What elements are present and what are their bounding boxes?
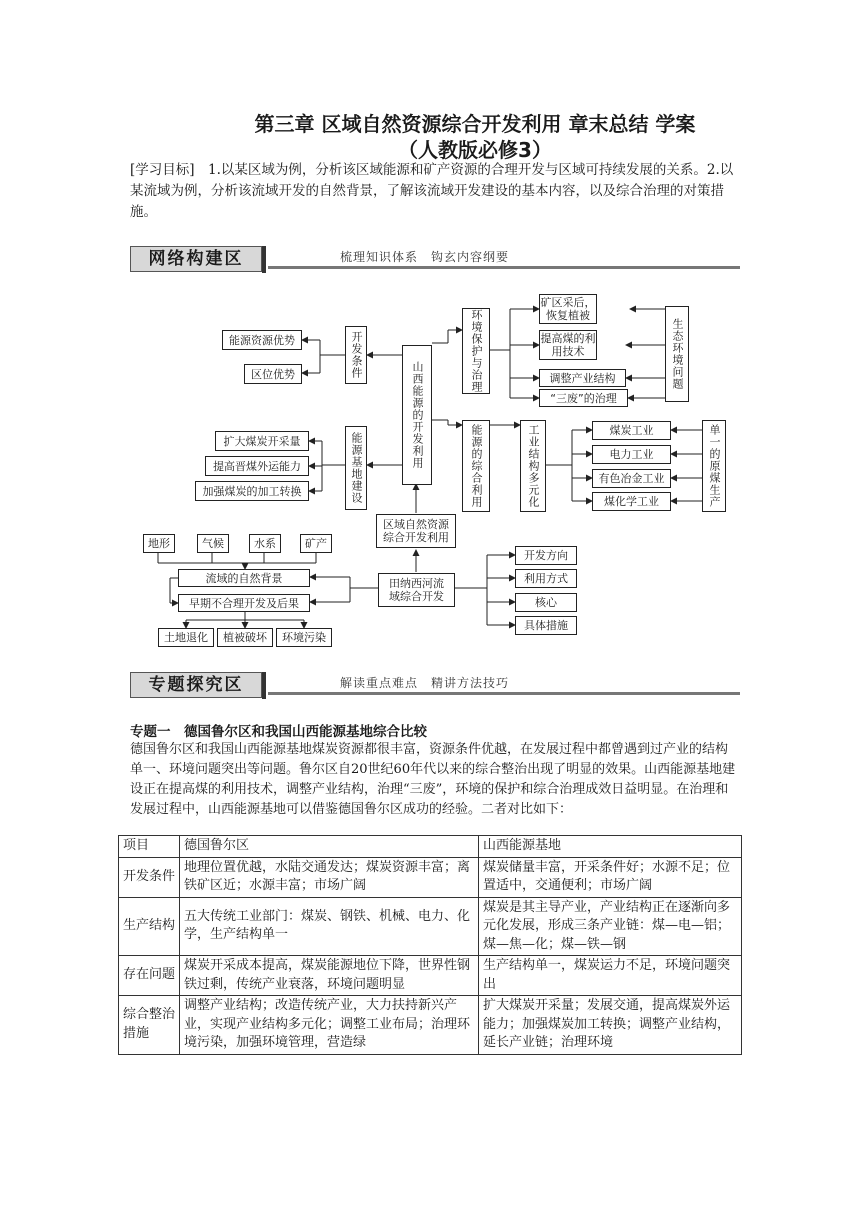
table-cell: 生产结构: [119, 897, 180, 956]
box-nonferrous: 有色冶金工业: [592, 469, 671, 488]
table-cell: 五大传统工业部门：煤炭、钢铁、机械、电力、化学，生产结构单一: [180, 897, 479, 956]
box-dev-direction: 开发方向: [515, 546, 577, 565]
table-cell: 扩大煤炭开采量；发展交通，提高煤炭外运能力；加强煤炭加工转换；调整产业结构，延长产业链；治理环境: [479, 996, 742, 1055]
box-hydrology: 水系: [249, 534, 281, 553]
box-dev-conditions: 开发条件: [345, 326, 367, 384]
table-cell: 煤炭是其主导产业，产业结构正在逐渐向多元化发展，形成三条产业链：煤—电—铝；煤—焦—化；煤—铁—钢: [479, 897, 742, 956]
table-cell: 调整产业结构；改造传统产业，大力扶持新兴产业，实现产业结构多元化；调整工业布局；治理环境污染，加强环境管理，营造绿: [180, 996, 479, 1055]
box-single-coal: 单一的原煤生产: [702, 420, 726, 512]
box-expand-coal: 扩大煤炭开采量: [215, 431, 309, 451]
learning-objectives: [学习目标] 1.以某区域为例，分析该区域能源和矿产资源的合理开发与区域可持续发展的关系。2.以某流域为例，分析该流域开发的自然背景，了解该流域开发建设的基本内容，以及综合治理的对策措施。: [130, 162, 734, 220]
table-cell: 综合整治措施: [119, 996, 180, 1055]
box-climate: 气候: [197, 534, 229, 553]
box-adjust-structure: 调整产业结构: [539, 369, 626, 387]
comparison-table: [118, 835, 742, 1055]
box-measures: 具体措施: [515, 616, 577, 635]
box-early-development: 早期不合理开发及后果: [178, 594, 310, 612]
box-diversify: 工业结构多元化: [520, 420, 546, 512]
banner-topic: [130, 672, 740, 702]
table-row: [119, 956, 742, 996]
table-row: [119, 857, 742, 897]
box-pollution: 环境污染: [276, 628, 332, 647]
box-tennessee: 田纳西河流域综合开发: [378, 573, 455, 607]
box-vegetation-damage: 植被破坏: [217, 628, 273, 647]
box-three-wastes: “三废”的治理: [539, 389, 628, 407]
table-row: [119, 897, 742, 956]
banner-network-sub: 梳理知识体系 钩玄内容纲要: [340, 250, 510, 264]
box-energy-advantage: 能源资源优势: [222, 330, 302, 350]
box-eco-problem: 生态环境问题: [665, 306, 689, 402]
page-title: 第三章 区域自然资源综合开发利用 章末总结 学案: [254, 112, 696, 136]
table-cell: 存在问题: [119, 956, 180, 996]
box-natural-background: 流域的自然背景: [178, 569, 310, 587]
table-cell: 煤炭储量丰富，开采条件好；水源不足；位置适中，交通便利；市场广阔: [479, 857, 742, 897]
page-subtitle: （人教版必修3）: [398, 138, 552, 162]
table-cell: 煤炭开采成本提高，煤炭能源地位下降，世界性钢铁过剩，传统产业衰落，环境问题明显: [180, 956, 479, 996]
box-terrain: 地形: [143, 534, 175, 553]
table-header-cell: 德国鲁尔区: [180, 836, 479, 858]
box-base-construction: 能源基地建设: [345, 426, 367, 510]
box-land-degradation: 土地退化: [158, 628, 214, 647]
box-improve-transport: 提高晋煤外运能力: [205, 456, 309, 476]
box-coal-processing: 加强煤炭的加工转换: [195, 481, 309, 501]
box-power-industry: 电力工业: [592, 445, 671, 464]
table-cell: 生产结构单一，煤炭运力不足，环境问题突出: [479, 956, 742, 996]
table-cell: 地理位置优越，水陆交通发达；煤炭资源丰富；离铁矿区近；水源丰富；市场广阔: [180, 857, 479, 897]
box-location-advantage: 区位优势: [244, 364, 302, 384]
box-core: 核心: [515, 593, 577, 612]
table-header-cell: 山西能源基地: [479, 836, 742, 858]
table-header-cell: 项目: [119, 836, 180, 858]
box-coal-tech: 提高煤的利用技术: [540, 332, 596, 358]
box-comprehensive-use: 能源的综合利用: [462, 420, 490, 512]
table-header-row: [119, 836, 742, 858]
banner-topic-tag: 专题探究区: [130, 672, 262, 698]
box-coal-chemistry: 煤化学工业: [592, 492, 671, 511]
banner-topic-sub: 解读重点难点 精讲方法技巧: [340, 676, 510, 690]
box-coal-industry: 煤炭工业: [592, 421, 671, 440]
box-mine-restore: 矿区采后，恢复植被: [540, 296, 596, 322]
box-use-mode: 利用方式: [515, 569, 577, 588]
box-regional-resources: 区域自然资源综合开发利用: [376, 514, 456, 548]
banner-network-tag: 网络构建区: [130, 246, 262, 272]
table-cell: 开发条件: [119, 857, 180, 897]
box-env-protection: 环境保护与治理: [462, 308, 490, 394]
section-title: 专题一 德国鲁尔区和我国山西能源基地综合比较: [130, 724, 427, 740]
table-row: [119, 996, 742, 1055]
section-intro: 德国鲁尔区和我国山西能源基地煤炭资源都很丰富，资源条件优越，在发展过程中都曾遇到过产业的结构单一、环境问题突出等问题。鲁尔区自20世纪60年代以来的综合整治出现了明显的效果。山西能源基地建设正在提高煤的利用技术，调整产业结构，治理“三废”，环境的保护和综合治理成效日益明显。在治理和发展过程中，山西能源基地可以借鉴德国鲁尔区成功的经验。二者对比如下：: [130, 742, 736, 817]
box-center-shanxi: 山西能源的开发利用: [402, 345, 432, 485]
box-minerals: 矿产: [300, 534, 332, 553]
